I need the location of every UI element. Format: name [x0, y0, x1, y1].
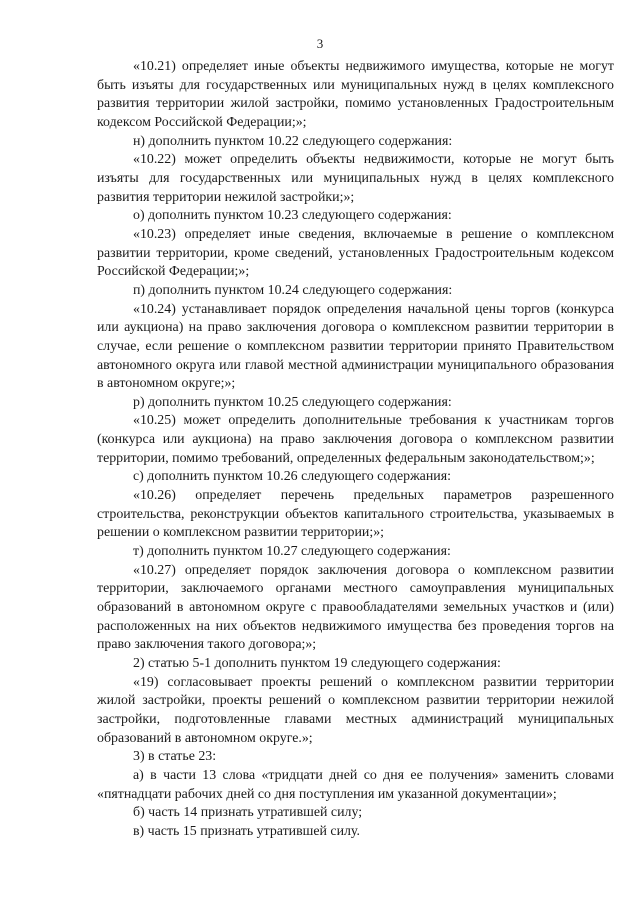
paragraph-10-27: «10.27) определяет порядок заключения договора о комплексном развитии территории, заключаемого органами местного самоуправления муниципальных образований в автономном округе с правообладателями земельных участков и (или) расположенных на них объектов недвижимого имущества без проведения торгов на право заключения такого договора;»; — [97, 562, 614, 653]
paragraph-10-25: «10.25) может определить дополнительные требования к участникам торгов (конкурса или аукциона) на право заключения договора о комплексном развитии территории, помимо требований, определенных федеральным законодательством;»; — [97, 413, 614, 466]
paragraph-part-14: б) часть 14 признать утратившей силу; — [133, 805, 363, 821]
paragraph-item-n: н) дополнить пунктом 10.22 следующего содержания: — [133, 133, 453, 149]
paragraph-10-21: «10.21) определяет иные объекты недвижимого имущества, которые не могут быть изъяты для государственных или муниципальных нужд в целях комплексного развития территории жилой застройки, помимо установленных Градостроительным кодексом Российской Федерации;»; — [97, 59, 614, 130]
paragraph-part-15: в) часть 15 признать утратившей силу. — [133, 823, 360, 839]
paragraph-part-13: а) в части 13 слова «тридцати дней со дня ее получения» заменить словами «пятнадцати рабочих дней со дня поступления им указанной документации»; — [97, 767, 614, 802]
paragraph-item-p: п) дополнить пунктом 10.24 следующего содержания: — [133, 282, 453, 298]
paragraph-10-26: «10.26) определяет перечень предельных параметров разрешенного строительства, реконструкции объектов капитального строительства, указываемых в решении о комплексном развитии территории;»; — [97, 488, 614, 541]
document-body — [97, 58, 614, 842]
page-number: 3 — [316, 36, 324, 51]
paragraph-10-24: «10.24) устанавливает порядок определения начальной цены торгов (конкурса или аукциона) на право заключения договора о комплексном развитии территории в случае, если решение о комплексном развитии территории принято Правительством автономного округа или главой местной администрации муниципального образования в автономном округе;»; — [97, 301, 614, 392]
paragraph-article-23: 3) в статье 23: — [133, 749, 217, 765]
paragraph-item-r: р) дополнить пунктом 10.25 следующего содержания: — [133, 394, 452, 410]
paragraph-10-23: «10.23) определяет иные сведения, включаемые в решение о комплексном развитии территории, кроме сведений, установленных Градостроительным кодексом Российской Федерации;»; — [97, 226, 614, 280]
paragraph-item-s: с) дополнить пунктом 10.26 следующего содержания: — [133, 469, 451, 485]
paragraph-item-o: о) дополнить пунктом 10.23 следующего содержания: — [133, 208, 452, 224]
paragraph-article-5-1: 2) статью 5-1 дополнить пунктом 19 следующего содержания: — [133, 656, 501, 671]
paragraph-10-22: «10.22) может определить объекты недвижимости, которые не могут быть изъяты для государственных или муниципальных нужд в целях комплексного развития территории нежилой застройки;»; — [97, 152, 614, 205]
paragraph-item-t: т) дополнить пунктом 10.27 следующего содержания: — [133, 544, 451, 560]
paragraph-item-19: «19) согласовывает проекты решений о комплексном развитии территории жилой застройки, проекты решений о комплексном развитии территории нежилой застройки, подготовленные главами местных администраций муниципальных образований в автономном округе.»; — [97, 674, 614, 746]
